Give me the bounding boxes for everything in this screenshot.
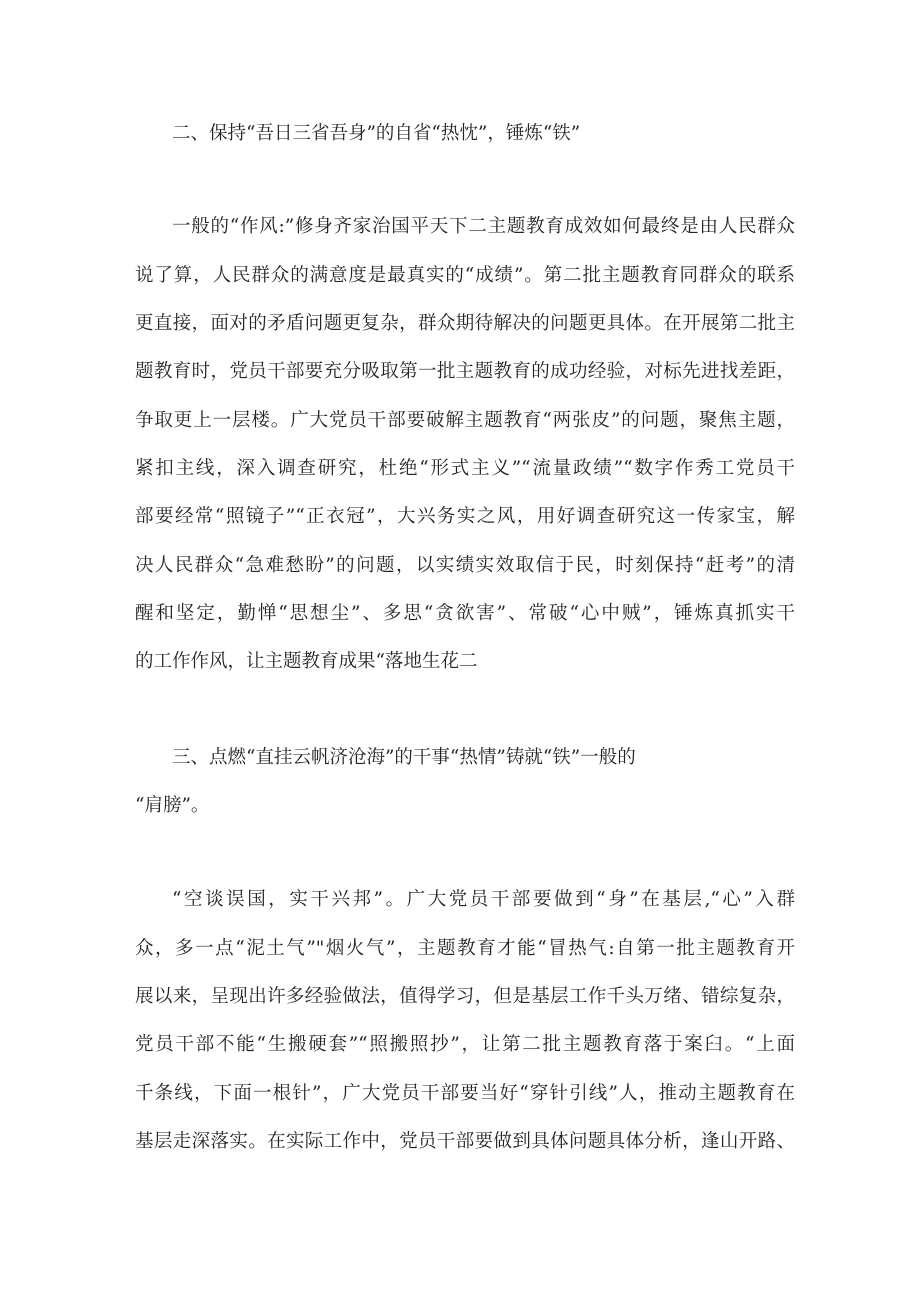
- section-3-heading-line-1: 三、点燃“直挂云帆济沧海”的干事“热情”铸就“铁”一般的: [172, 747, 636, 768]
- paragraph-line: 更直接，面对的矛盾问题更复杂，群众期待解决的问题更具体。在开展第二批主: [135, 313, 795, 334]
- paragraph-line: 部要经常“照镜子”“正衣冠”，大兴务实之风，用好调查研究这一传家宝，解: [135, 506, 795, 527]
- section-2-heading: 二、保持“吾日三省吾身”的自省“热忱”，锤炼“铁”: [172, 123, 581, 144]
- paragraph-line: 题教育时，党员干部要充分吸取第一批主题教育的成功经验，对标先进找差距，: [135, 361, 795, 382]
- paragraph-line: 千条线，下面一根针”，广大党员干部要当好“穿针引线”人，推动主题教育在: [135, 1083, 795, 1104]
- paragraph-line: 展以来，呈现出许多经验做法，值得学习，但是基层工作千头万绪、错综复杂，: [135, 986, 795, 1007]
- paragraph-line: 醒和坚定，勤惮“思想尘”、多思“贪欲害”、常破“心中贼”，锤炼真抓实干: [135, 603, 795, 624]
- paragraph-line: 争取更上一层楼。广大党员干部要破解主题教育“两张皮”的问题，聚焦主题，: [135, 410, 795, 431]
- section-3-heading-line-2: “肩膀”。: [135, 795, 210, 816]
- paragraph-line: 说了算，人民群众的满意度是最真实的“成绩”。第二批主题教育同群众的联系: [135, 265, 795, 286]
- paragraph-line: 决人民群众“急难愁盼”的问题，以实绩实效取信于民，时刻保持“赶考”的清: [135, 555, 795, 576]
- paragraph-line: 党员干部不能“生搬硬套”“照搬照抄”，让第二批主题教育落于案臼。“上面: [135, 1034, 795, 1055]
- paragraph-line: 众，多一点“泥土气”"烟火气”，主题教育才能“冒热气:自第一批主题教育开: [135, 938, 795, 959]
- paragraph-line: 基层走深落实。在实际工作中，党员干部要做到具体问题具体分析，逢山开路、: [135, 1131, 795, 1152]
- paragraph-line: 紧扣主线，深入调查研究，杜绝“形式主义”“流量政绩”“数字作秀工党员干: [135, 458, 795, 479]
- paragraph-line: 的工作作风，让主题教育成果“落地生花二: [135, 651, 478, 672]
- paragraph-line: 一般的“作风:”修身齐家治国平天下二主题教育成效如何最终是由人民群众: [172, 216, 795, 237]
- paragraph-line: “空谈误国，实干兴邦”。广大党员干部要做到“身”在基层,“心”入群: [172, 889, 795, 910]
